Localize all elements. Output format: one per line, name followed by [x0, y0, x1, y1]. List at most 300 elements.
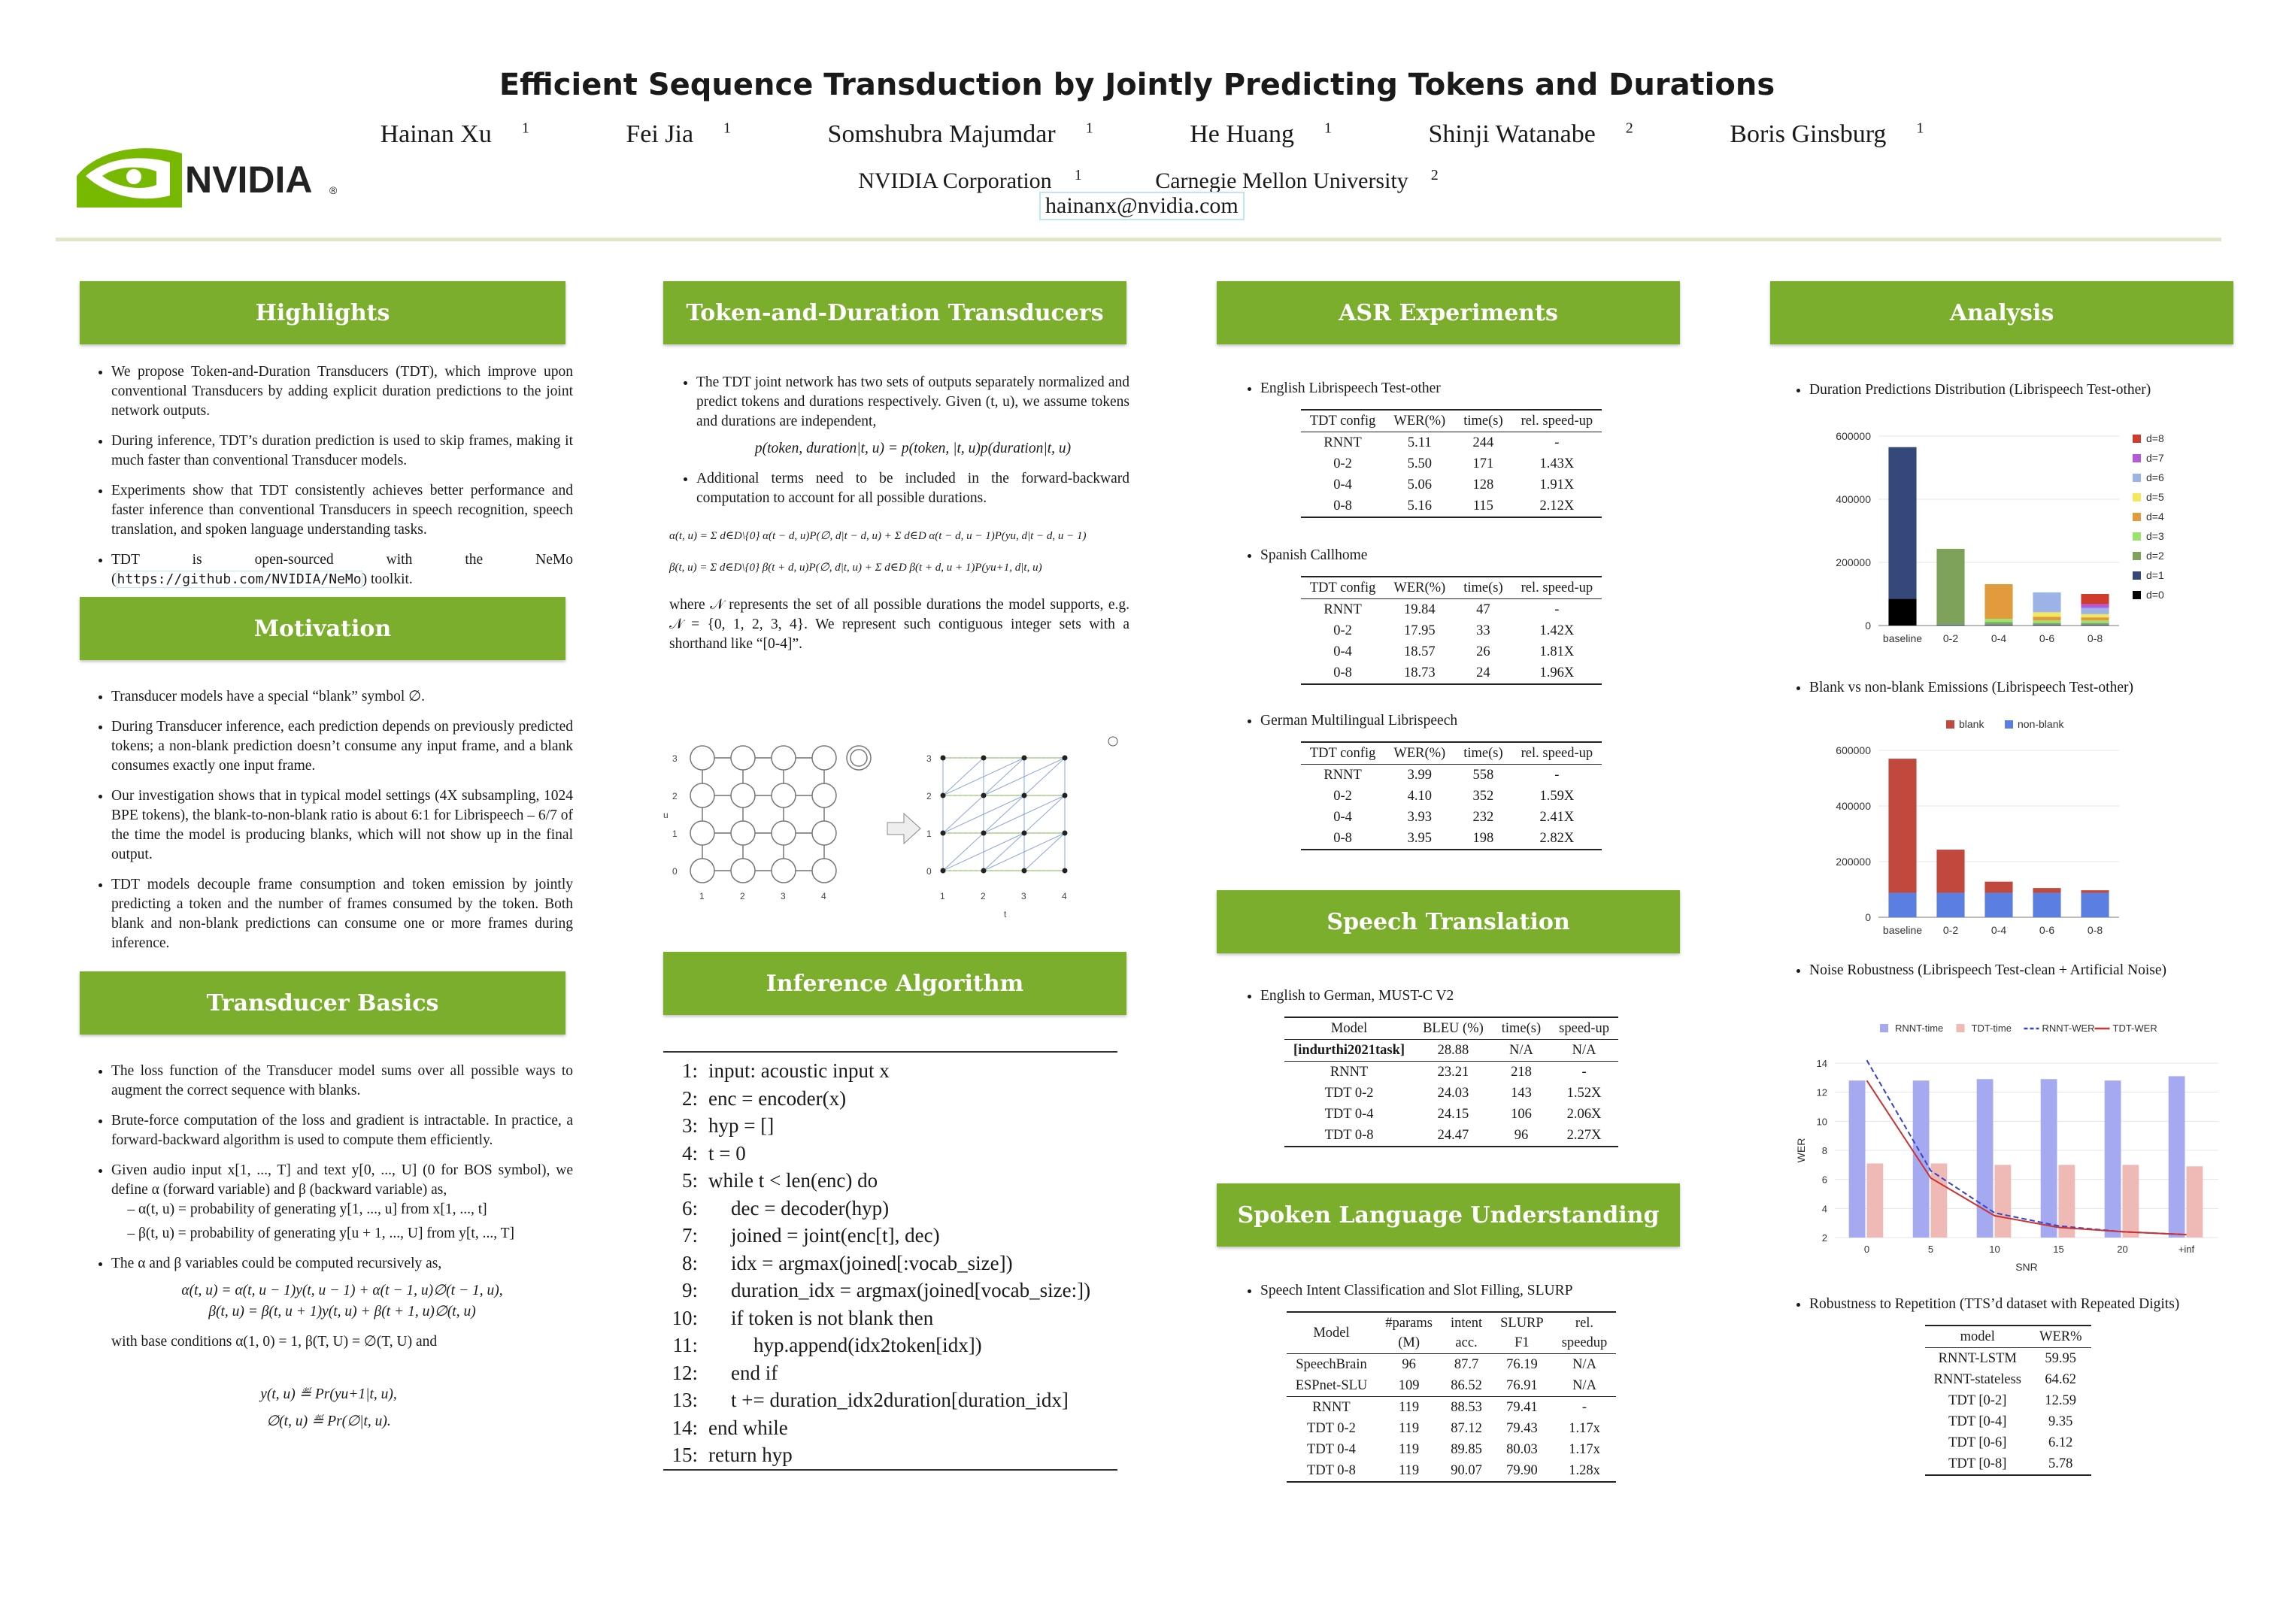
table-row	[1301, 453, 1602, 474]
y-tick-label: 600000	[1836, 430, 1871, 442]
y-tick-label: 12	[1816, 1086, 1827, 1098]
legend-swatch	[1957, 1024, 1965, 1032]
lattice-u-label: 0	[926, 866, 932, 877]
table-cell: TDT 0-8	[1307, 1463, 1356, 1478]
table-cell: 24.03	[1437, 1086, 1469, 1101]
table-row	[1301, 765, 1602, 786]
algorithm-line: 3: hyp = []	[681, 1114, 775, 1137]
table-cell: 109	[1398, 1378, 1420, 1393]
lattice-t-label: 1	[699, 891, 705, 901]
bar-segment	[2033, 888, 2060, 892]
lattice-t-label: 1	[940, 891, 945, 901]
lattice-node	[941, 868, 946, 874]
table-header-cell: WER(%)	[1393, 414, 1446, 429]
author: Boris Ginsburg $^1$	[1730, 120, 1924, 149]
affiliation: NVIDIA Corporation $^1$	[858, 167, 1082, 193]
lattice-u-label: 2	[926, 791, 932, 801]
table-cell: 115	[1472, 498, 1493, 514]
table-header-cell: WER%	[2039, 1329, 2082, 1344]
table-header-cell: time(s)	[1501, 1021, 1542, 1036]
chart-title-blank: • Blank vs non-blank Emissions (Librispeech Test-other)	[1782, 678, 2233, 708]
lattice-node	[690, 821, 714, 845]
bar	[2169, 1076, 2185, 1238]
highlights-heading: Highlights	[80, 281, 565, 344]
bar-segment	[2033, 592, 2060, 612]
bar-segment	[2081, 604, 2109, 607]
table-cell: RNNT	[1323, 435, 1362, 450]
lattice-node	[1022, 793, 1027, 798]
table-cell: 1.17x	[1569, 1442, 1600, 1457]
table-header-cell: time(s)	[1463, 414, 1503, 429]
table-row	[1284, 1040, 1618, 1062]
bar	[1931, 1163, 1948, 1238]
algorithm-line: 15: return hyp	[672, 1444, 793, 1466]
bar	[1913, 1080, 1930, 1238]
inference-algorithm-heading: Inference Algorithm	[663, 952, 1126, 1015]
lattice-token-edge	[984, 758, 1024, 795]
asr-librispeech-table	[1301, 409, 1602, 518]
table-cell: -	[1581, 1065, 1587, 1080]
list-item: • The TDT joint network has two sets of outputs separately normalized and predict tokens and durations respectively. Given (t, u), we assume tokens and durations are independent, p(token, duration|t, u) = p(token, |t, u)p(duration|t, u)	[696, 373, 1129, 459]
table-cell: TDT [0-8]	[1948, 1456, 2007, 1471]
bar-segment	[1984, 892, 2012, 917]
table-caption: • Speech Intent Classification and Slot Filling, SLURP	[1260, 1281, 1669, 1301]
legend-label: non-blank	[2018, 718, 2064, 730]
tdt-body	[669, 373, 1129, 654]
bar	[1849, 1080, 1866, 1238]
table-cell: 128	[1472, 477, 1494, 492]
table-header-cell: Model	[1330, 1021, 1368, 1036]
table-cell: 5.50	[1407, 456, 1432, 471]
table-cell: 47	[1476, 602, 1490, 617]
author: Shinji Watanabe $^2$	[1428, 120, 1633, 149]
table-header-cell: WER(%)	[1393, 746, 1446, 761]
lattice-u-label: 1	[926, 829, 932, 839]
y-tick-label: 8	[1821, 1145, 1827, 1156]
bar	[1867, 1163, 1884, 1238]
table-cell: 0-4	[1333, 810, 1352, 825]
table-cell: TDT [0-2]	[1948, 1393, 2007, 1408]
motivation-body	[84, 687, 573, 964]
list-item: • Brute-force computation of the loss and gradient is intractable. In practice, a forward-backward algorithm is used to compute them efficiently.	[111, 1111, 573, 1150]
table-cell: 0-2	[1333, 623, 1352, 638]
lattice-t-label: 2	[981, 891, 986, 901]
table-caption: • Spanish Callhome	[1260, 546, 1669, 565]
blank-emissions-chart	[1820, 717, 2226, 943]
lattice-node	[1063, 868, 1068, 874]
independence-equation: p(token, duration|t, u) = p(token, |t, u)p(duration|t, u)	[754, 441, 1072, 456]
x-tick-label: 20	[2117, 1244, 2128, 1255]
table-row	[1287, 1460, 1617, 1482]
legend-label: blank	[1959, 718, 1984, 730]
table-cell: 0-8	[1333, 831, 1352, 846]
logo-text: NVIDIA	[185, 159, 313, 201]
bar-segment	[1936, 850, 1964, 892]
table-cell: TDT [0-6]	[1948, 1435, 2007, 1450]
lattice-node	[981, 756, 987, 761]
table-cell: 119	[1399, 1463, 1420, 1478]
poster-title: Efficient Sequence Transduction by Jointly Predicting Tokens and Durations	[499, 68, 1775, 102]
table-cell: N/A	[1509, 1043, 1533, 1058]
affiliation: Carnegie Mellon University $^2$	[1155, 167, 1439, 193]
list-item: • The α and β variables could be computed recursively as, α(t, u) = α(t, u − 1)y(t, u − 1) + α(t − 1, u)∅(t − 1, u), β(t, u) = β(t, u + 1)y(t, u) + β(t + 1, u)∅(t, u)	[111, 1254, 573, 1322]
transducer-basics-heading: Transducer Basics	[80, 971, 565, 1035]
algorithm-line: 1: input: acoustic input x	[681, 1059, 890, 1082]
lattice-t-label: 2	[740, 891, 745, 901]
table-cell: 1.28x	[1569, 1463, 1600, 1478]
transform-arrow-icon	[887, 814, 920, 844]
chart-title-durations: • Duration Predictions Distribution (Librispeech Test-other)	[1782, 380, 2233, 411]
table-cell: RNNT	[1323, 768, 1362, 783]
list-item: • During inference, TDT’s duration prediction is used to skip frames, making it much faster than conventional Transducer models.	[111, 432, 573, 471]
lattice-token-edge	[943, 833, 984, 871]
lattice-node	[981, 868, 987, 874]
table-row	[1925, 1369, 2091, 1390]
table-cell: 76.91	[1506, 1378, 1538, 1393]
table-header-cell: model	[1960, 1329, 1995, 1344]
legend-label: RNNT-WER	[2042, 1023, 2095, 1034]
table-cell: N/A	[1572, 1043, 1596, 1058]
list-item: • During Transducer inference, each prediction depends on previously predicted tokens; a non-blank prediction doesn’t consume any input frame, and a blank consumes exactly one input frame.	[111, 717, 573, 776]
bar-segment	[2081, 617, 2109, 620]
table-cell: 5.06	[1407, 477, 1432, 492]
bar-segment	[2081, 625, 2109, 626]
list-item: • Transducer models have a special “blank” symbol ∅.	[111, 687, 573, 707]
lattice-u-label: 2	[672, 791, 678, 801]
table-cell: 17.95	[1403, 623, 1436, 638]
list-item: • Experiments show that TDT consistently achieves better performance and faster inference than conventional Transducers in speech recognition, speech translation, and spoken language understanding tasks.	[111, 481, 573, 540]
table-cell: 1.43X	[1539, 456, 1575, 471]
duration-distribution-chart	[1820, 421, 2226, 654]
legend-swatch	[2133, 454, 2141, 462]
lattice-node	[941, 793, 946, 798]
table-header-cell: time(s)	[1463, 580, 1503, 595]
table-cell: 79.43	[1506, 1421, 1538, 1436]
lattice-u-label: 0	[672, 866, 678, 877]
bar-segment	[1888, 598, 1916, 626]
durations-set-text: where 𝒩 represents the set of all possible durations the model supports, e.g. 𝒩 = {0, 1, 2, 3, 4}. We represent such contiguous integer sets with a shorthand like “[0-4]”.	[669, 597, 1129, 652]
lattice-node	[731, 821, 755, 845]
lattice-node	[690, 746, 714, 770]
table-row	[1284, 1104, 1618, 1125]
legend-swatch	[2133, 474, 2141, 482]
table-row	[1284, 1062, 1618, 1083]
table-cell: 3.93	[1407, 810, 1432, 825]
table-row	[1287, 1397, 1617, 1419]
lattice-t-label: 4	[1062, 891, 1067, 901]
table-cell: 28.88	[1437, 1043, 1469, 1058]
tdt-beta-equation: β(t, u) = Σ d∈D\{0} β(t + d, u)P(∅, d|t, u) + Σ d∈D β(t + d, u + 1)P(yu+1, d|t, u)	[669, 562, 1042, 574]
y-tick-label: 2	[1821, 1232, 1827, 1244]
bar-segment	[1984, 625, 2012, 626]
legend-swatch	[1946, 720, 1954, 729]
x-tick-label: 0-4	[1991, 924, 2007, 936]
repetition-table	[1925, 1325, 2091, 1476]
lattice-u-label: 1	[672, 829, 678, 839]
list-item: • The loss function of the Transducer model sums over all possible ways to augment the correct sequence with blanks.	[111, 1062, 573, 1101]
speech-translation-table	[1284, 1017, 1618, 1147]
bar-segment	[1984, 882, 2012, 893]
bar	[1995, 1165, 2012, 1238]
table-cell: 1.81X	[1539, 644, 1575, 659]
lattice-node	[812, 821, 836, 845]
bar-segment	[2033, 617, 2060, 620]
x-tick-label: 0-2	[1942, 632, 1959, 644]
table-caption: • Robustness to Repetition (TTS’d dataset with Repeated Digits)	[1809, 1295, 2233, 1314]
legend-label: d=6	[2146, 471, 2164, 483]
lattice-node	[941, 831, 946, 836]
table-cell: 89.85	[1451, 1442, 1482, 1457]
table-cell: 1.17x	[1569, 1421, 1600, 1436]
y-tick-label: 0	[1865, 911, 1871, 923]
list-item: • Additional terms need to be included in the forward-backward computation to account for all possible durations.	[696, 469, 1129, 508]
table-cell: 5.78	[2048, 1456, 2073, 1471]
noise-robustness-chart	[1790, 1007, 2233, 1278]
y-tick-label: 10	[1816, 1116, 1827, 1128]
table-cell: 24.47	[1437, 1128, 1469, 1143]
table-cell: 244	[1472, 435, 1494, 450]
table-caption: • German Multilingual Librispeech	[1260, 711, 1669, 731]
table-cell: 23.21	[1437, 1065, 1469, 1080]
algorithm-line: 2: enc = encoder(x)	[681, 1086, 847, 1110]
table-cell: 24.15	[1437, 1107, 1469, 1122]
table-cell: 87.12	[1451, 1421, 1482, 1436]
table-cell: N/A	[1572, 1357, 1596, 1372]
speech-translation-heading: Speech Translation	[1217, 890, 1680, 953]
y-tick-label: 400000	[1836, 493, 1871, 505]
table-cell: RNNT-LSTM	[1938, 1351, 2017, 1366]
bar-segment	[1888, 447, 1916, 599]
slu-heading: Spoken Language Understanding	[1217, 1183, 1680, 1247]
table-cell: 218	[1511, 1065, 1532, 1080]
table-cell: 1.96X	[1539, 665, 1575, 680]
table-cell: 2.06X	[1566, 1107, 1602, 1122]
table-cell: 1.59X	[1539, 789, 1575, 804]
y-tick-label: 4	[1821, 1203, 1827, 1215]
table-header-cell: rel. speedup	[1561, 1316, 1608, 1350]
table-cell: -	[1554, 435, 1560, 450]
asr-callhome-block	[1233, 546, 1669, 685]
lattice-node	[772, 859, 796, 883]
definition-blank: ∅(t, u) ≝ Pr(∅|t, u).	[266, 1413, 391, 1429]
algorithm-line: 4: t = 0	[681, 1141, 746, 1165]
lattice-node	[690, 859, 714, 883]
table-row	[1301, 495, 1602, 517]
table-cell: 0-8	[1333, 498, 1352, 514]
table-cell: TDT 0-8	[1324, 1128, 1374, 1143]
x-tick-label: 0-8	[2087, 924, 2103, 936]
table-header-cell: TDT config	[1309, 580, 1376, 595]
table-cell: [indurthi2021task]	[1293, 1043, 1405, 1058]
table-cell: 1.42X	[1539, 623, 1575, 638]
table-cell: 3.99	[1407, 768, 1432, 783]
recursion-equation-alpha: α(t, u) = α(t, u − 1)y(t, u − 1) + α(t − 1, u)∅(t − 1, u),	[181, 1283, 503, 1298]
legend-swatch	[2133, 435, 2141, 443]
table-cell: 2.12X	[1539, 498, 1575, 514]
x-tick-label: 0-8	[2087, 632, 2103, 644]
lattice-node	[941, 756, 946, 761]
table-cell: 0-4	[1333, 644, 1352, 659]
y-axis-label: WER	[1795, 1138, 1807, 1163]
logo-registered-mark: ®	[329, 184, 338, 196]
table-header-cell: SLURP F1	[1500, 1316, 1544, 1350]
legend-label: RNNT-time	[1895, 1023, 1944, 1034]
lattice-node	[1063, 831, 1068, 836]
table-row	[1301, 599, 1602, 621]
table-cell: 5.11	[1407, 435, 1432, 450]
table-cell: 26	[1476, 644, 1490, 659]
table-cell: 3.95	[1407, 831, 1432, 846]
author: Somshubra Majumdar $^1$	[827, 120, 1093, 149]
table-cell: RNNT	[1323, 602, 1362, 617]
table-cell: 119	[1399, 1442, 1420, 1457]
x-tick-label: baseline	[1882, 924, 1923, 936]
bar-segment	[2081, 890, 2109, 892]
algorithm-line: 5: while t < len(enc) do	[681, 1169, 878, 1192]
bar-segment	[1936, 625, 1964, 626]
table-cell: RNNT-stateless	[1933, 1372, 2021, 1387]
bar	[2105, 1080, 2121, 1238]
legend-swatch	[2133, 493, 2141, 501]
table-cell: 1.52X	[1566, 1086, 1602, 1101]
author: He Huang $^1$	[1190, 120, 1332, 149]
bar-segment	[2033, 620, 2060, 623]
y-tick-label: 200000	[1836, 556, 1871, 568]
table-cell: 232	[1472, 810, 1494, 825]
lattice-node	[690, 783, 714, 807]
bar	[2041, 1079, 2057, 1238]
slu-block	[1233, 1281, 1669, 1483]
table-header-cell: speed-up	[1559, 1021, 1609, 1036]
table-row	[1925, 1411, 2091, 1432]
x-tick-label: 0-4	[1991, 632, 2007, 644]
table-cell: 119	[1399, 1421, 1420, 1436]
table-row	[1925, 1390, 2091, 1411]
table-cell: TDT 0-2	[1324, 1086, 1374, 1101]
table-row	[1925, 1432, 2091, 1453]
lattice-node	[981, 831, 987, 836]
bar-segment	[2033, 623, 2060, 625]
list-item: – β(t, u) = probability of generating y[u + 1, ..., U] from y[t, ..., T]	[138, 1224, 573, 1244]
bar-segment	[2033, 892, 2060, 917]
x-tick-label: 10	[1989, 1244, 2000, 1255]
x-tick-label: 0-6	[2039, 632, 2055, 644]
legend-label: d=3	[2146, 530, 2164, 542]
affiliation-list	[0, 167, 2274, 194]
bar-segment	[2081, 607, 2109, 614]
table-cell: 18.73	[1403, 665, 1436, 680]
table-row	[1284, 1083, 1618, 1104]
analysis-heading: Analysis	[1770, 281, 2233, 344]
legend-label: d=8	[2146, 432, 2164, 444]
lattice-token-edge	[1024, 758, 1065, 795]
table-cell: -	[1581, 1400, 1587, 1415]
bar-segment	[1888, 759, 1916, 892]
tdt-heading: Token-and-Duration Transducers	[663, 281, 1126, 344]
table-header-cell: #params (M)	[1385, 1316, 1433, 1350]
lattice-token-edge	[1024, 795, 1065, 833]
legend-swatch	[2005, 720, 2013, 729]
lattice-node	[981, 793, 987, 798]
list-item: • TDT models decouple frame consumption and token emission by jointly predicting a token and the number of frames consumed by the token. Both blank and non-blank predictions can consume one or more frames during inference.	[111, 875, 573, 953]
lattice-u-label: 3	[672, 753, 678, 764]
legend-swatch	[2133, 552, 2141, 560]
base-conditions: with base conditions α(1, 0) = 1, β(T, U) = ∅(T, U) and	[111, 1334, 438, 1350]
lattice-node	[1022, 831, 1027, 836]
algorithm-line: 14: end while	[672, 1416, 788, 1439]
lattice-u-label: 3	[926, 753, 932, 764]
table-cell: 80.03	[1506, 1442, 1538, 1457]
table-cell: SpeechBrain	[1296, 1357, 1367, 1372]
lattice-token-edge	[1024, 833, 1065, 871]
lattice-token-edge	[984, 833, 1024, 871]
legend-swatch	[2133, 571, 2141, 580]
legend-label: TDT-WER	[2112, 1023, 2157, 1034]
legend-label: d=0	[2146, 589, 2164, 601]
list-item: – α(t, u) = probability of generating y[1, ..., u] from x[1, ..., t]	[138, 1200, 573, 1220]
highlights-body	[84, 362, 573, 600]
x-tick-label: +inf	[2178, 1244, 2195, 1255]
table-row	[1301, 641, 1602, 662]
x-tick-label: 0-2	[1942, 924, 1959, 936]
table-cell: ESPnet-SLU	[1295, 1378, 1368, 1393]
bar-segment	[2081, 892, 2109, 917]
table-header-cell: rel. speed-up	[1521, 746, 1593, 761]
bar-segment	[1936, 892, 1964, 917]
bar-segment	[2081, 594, 2109, 604]
table-row	[1287, 1439, 1617, 1460]
list-item: • Our investigation shows that in typical model settings (4X subsampling, 1024 BPE tokens), the blank-to-non-blank ratio is about 6:1 for Librispeech – 6/7 of the time the model is producing blanks, which will not show up in the final output.	[111, 786, 573, 865]
definition-y: y(t, u) ≝ Pr(yu+1|t, u),	[260, 1386, 397, 1402]
legend-swatch	[2133, 591, 2141, 599]
contact-email-link[interactable]: hainanx@nvidia.com	[1039, 192, 1245, 220]
legend-label: d=7	[2146, 452, 2164, 464]
lattice-node	[1063, 756, 1068, 761]
chart-title-noise: • Noise Robustness (Librispeech Test-clean + Artificial Noise)	[1782, 961, 2233, 991]
header-divider	[56, 238, 2221, 241]
legend-label: TDT-time	[1971, 1023, 2012, 1034]
lattice-node	[731, 859, 755, 883]
table-cell: 143	[1511, 1086, 1532, 1101]
lattice-node	[812, 783, 836, 807]
table-row	[1301, 807, 1602, 828]
table-cell: 2.82X	[1539, 831, 1575, 846]
list-item: • We propose Token-and-Duration Transducers (TDT), which improve upon conventional Transducers by adding explicit duration predictions to the joint network outputs.	[111, 362, 573, 421]
bar-segment	[1984, 584, 2012, 619]
lattice-node	[1063, 793, 1068, 798]
x-tick-label: baseline	[1882, 632, 1923, 644]
table-cell: 5.16	[1407, 498, 1432, 514]
tdt-alpha-equation: α(t, u) = Σ d∈D\{0} α(t − d, u)P(∅, d|t − d, u) + Σ d∈D α(t − d, u − 1)P(yu, d|t − d, u − 1)	[669, 530, 1087, 542]
table-cell: 33	[1476, 623, 1490, 638]
algorithm-line: 6: dec = decoder(hyp)	[681, 1196, 890, 1220]
nemo-repo-link[interactable]: https://github.com/NVIDIA/NeMo	[117, 571, 362, 587]
table-cell: 90.07	[1451, 1463, 1482, 1478]
algorithm-line: 11: hyp.append(idx2token[idx])	[672, 1334, 982, 1356]
table-cell: -	[1554, 768, 1560, 783]
table-row	[1301, 662, 1602, 684]
legend-swatch	[2133, 513, 2141, 521]
author-list	[0, 120, 2274, 149]
table-cell: TDT 0-4	[1324, 1107, 1374, 1122]
table-cell: 1.91X	[1539, 477, 1575, 492]
table-cell: 88.53	[1451, 1400, 1482, 1415]
table-caption: • English to German, MUST-C V2	[1260, 986, 1669, 1006]
table-cell: TDT 0-2	[1307, 1421, 1356, 1436]
lattice-t-label: 3	[1021, 891, 1026, 901]
transducer-basics-body	[84, 1062, 573, 1439]
lattice-node	[772, 783, 796, 807]
